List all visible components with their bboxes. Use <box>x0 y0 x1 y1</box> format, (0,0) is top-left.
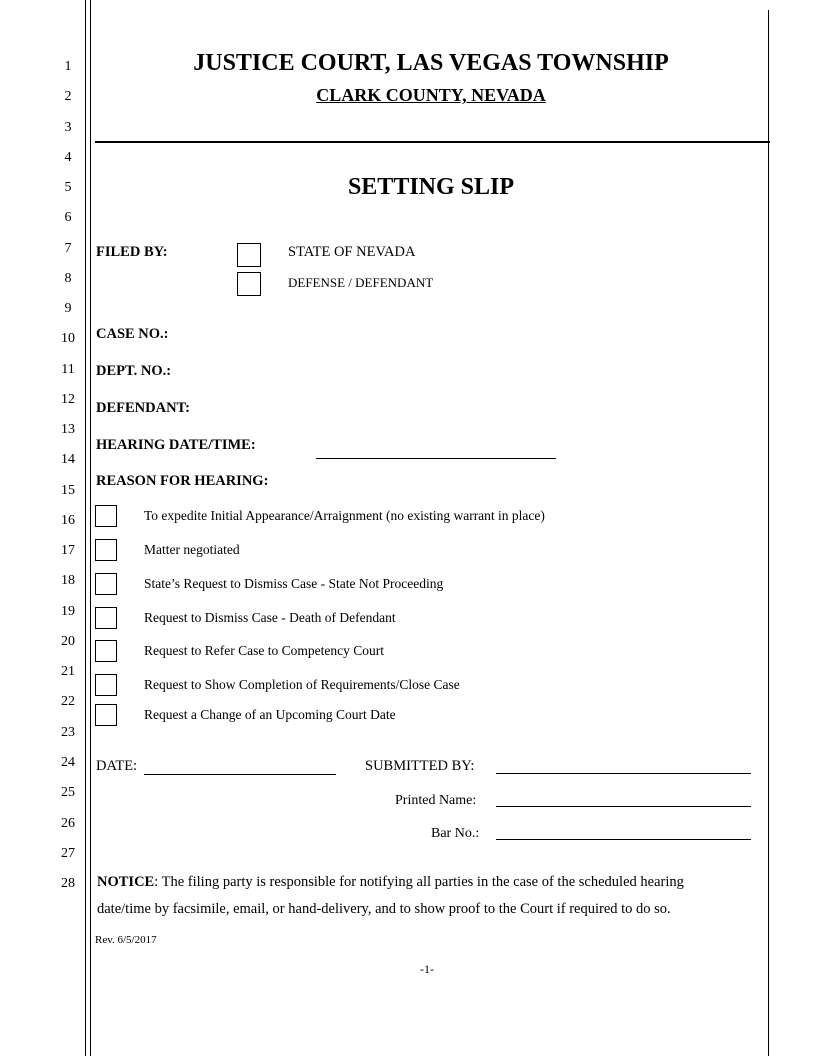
reason-label: Matter negotiated <box>144 542 240 557</box>
left-margin-line-inner <box>90 0 91 1056</box>
reason-checkbox[interactable] <box>95 674 117 696</box>
line-number: 22 <box>61 694 75 710</box>
line-number: 9 <box>64 301 72 317</box>
case-no-label: CASE NO.: <box>96 326 169 342</box>
line-number: 1 <box>64 59 72 74</box>
notice-label: NOTICE <box>97 874 155 890</box>
bar-no-field[interactable] <box>496 839 751 840</box>
line-number: 23 <box>61 724 75 740</box>
reason-label: Request to Dismiss Case - Death of Defendant <box>144 610 396 625</box>
reason-label: To expedite Initial Appearance/Arraignment (no existing warrant in place) <box>144 508 545 523</box>
line-number: 10 <box>61 331 75 347</box>
reason-checkbox[interactable] <box>95 607 117 629</box>
line-number: 15 <box>61 482 75 498</box>
line-number: 24 <box>61 754 75 770</box>
hearing-label: HEARING DATE/TIME: <box>96 437 256 453</box>
county-name: CLARK COUNTY, NEVADA <box>316 85 546 105</box>
defendant-label: DEFENDANT: <box>96 400 190 416</box>
line-number: 11 <box>61 361 75 377</box>
left-margin-line <box>85 0 86 1056</box>
line-number: 26 <box>61 815 75 831</box>
filed-by-label: FILED BY: <box>96 244 168 260</box>
reason-checkbox[interactable] <box>95 704 117 726</box>
line-number: 19 <box>61 603 75 619</box>
reason-label: Request to Refer Case to Competency Court <box>144 643 384 658</box>
notice-line-1 <box>97 874 684 891</box>
line-number: 2 <box>64 89 72 105</box>
court-name: JUSTICE COURT, LAS VEGAS TOWNSHIP <box>193 50 669 76</box>
line-number: 16 <box>61 512 75 528</box>
page-number: -1- <box>420 962 434 976</box>
printed-name-field[interactable] <box>496 806 751 807</box>
reason-checkbox[interactable] <box>95 640 117 662</box>
printed-name-label: Printed Name: <box>395 793 477 808</box>
state-option-label: STATE OF NEVADA <box>288 244 416 260</box>
notice-text-1: : The filing party is responsible for notifying all parties in the case of the scheduled hearing <box>154 874 684 890</box>
line-number: 13 <box>61 422 75 438</box>
reason-label: Request a Change of an Upcoming Court Date <box>144 707 396 722</box>
reason-label: State’s Request to Dismiss Case - State Not Proceeding <box>144 576 444 591</box>
line-number: 5 <box>64 180 72 196</box>
line-number: 3 <box>64 119 72 135</box>
hearing-date-field[interactable] <box>316 458 556 459</box>
state-checkbox[interactable] <box>237 243 261 267</box>
line-number: 12 <box>61 391 75 407</box>
line-number: 18 <box>61 573 75 589</box>
line-number: 14 <box>61 452 75 468</box>
line-number: 17 <box>61 543 75 559</box>
line-number: 28 <box>61 876 75 892</box>
line-number: 21 <box>61 664 75 680</box>
notice-text-2: date/time by facsimile, email, or hand-delivery, and to show proof to the Court if required to do so. <box>97 901 671 917</box>
header-divider <box>95 141 770 143</box>
reason-checkbox[interactable] <box>95 505 117 527</box>
line-number: 4 <box>64 149 72 165</box>
line-number: 20 <box>61 633 75 649</box>
reason-label: REASON FOR HEARING: <box>96 473 269 489</box>
reason-checkbox[interactable] <box>95 539 117 561</box>
dept-no-label: DEPT. NO.: <box>96 363 172 379</box>
date-label: DATE: <box>96 758 138 774</box>
revision-date: Rev. 6/5/2017 <box>95 934 157 946</box>
page-title: SETTING SLIP <box>347 174 515 200</box>
reason-checkbox[interactable] <box>95 573 117 595</box>
defense-option-label: DEFENSE / DEFENDANT <box>288 275 434 290</box>
defense-checkbox[interactable] <box>237 272 261 296</box>
date-field[interactable] <box>144 774 336 775</box>
right-margin-line <box>768 10 769 1056</box>
line-number: 27 <box>61 845 75 861</box>
bar-no-label: Bar No.: <box>431 826 480 841</box>
submitted-by-label: SUBMITTED BY: <box>365 758 475 774</box>
submitted-by-field[interactable] <box>496 773 751 774</box>
reason-label: Request to Show Completion of Requirements/Close Case <box>144 677 460 692</box>
line-number: 8 <box>64 270 72 286</box>
line-number: 25 <box>61 785 75 801</box>
line-number: 7 <box>64 240 72 256</box>
line-number: 6 <box>64 210 72 226</box>
